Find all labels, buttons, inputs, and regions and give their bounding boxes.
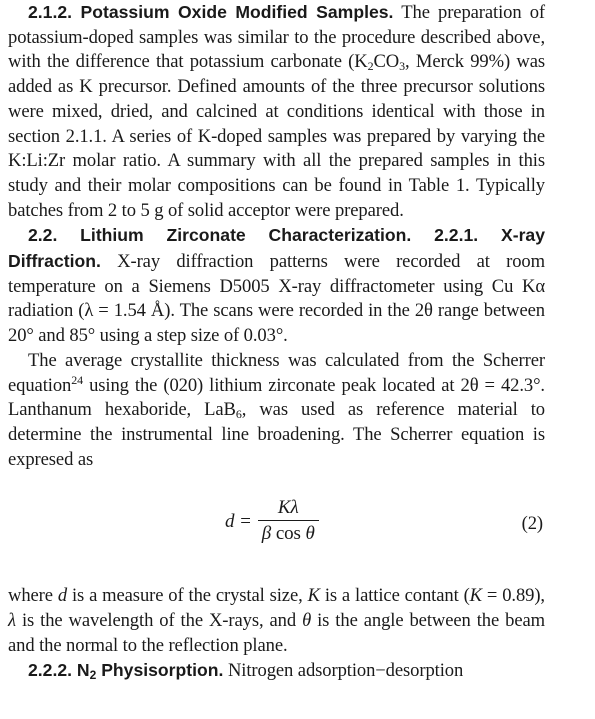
section-heading-2-1-2: 2.1.2. Potassium Oxide Modified Samples. <box>28 2 394 22</box>
scherrer-equation <box>225 497 319 546</box>
paragraph-definitions <box>8 584 545 658</box>
section-heading-2-2-2 <box>28 660 224 683</box>
equation-numerator: Kλ <box>277 497 299 519</box>
variable-k: K <box>469 585 482 607</box>
paragraph-text: , was used as reference material to determine the instrumental line broadening. The Scherrer equation is expresed as <box>8 399 545 470</box>
section-heading-2-2: 2.2. Lithium Zirconate Characterization. 2.2.1. X-ray Diffraction. <box>8 225 545 272</box>
paragraph-text: using the (020) lithium zirconate peak located at 2θ = 42.3°. Lanthanum hexaboride, LaB <box>8 374 545 421</box>
article-page <box>8 0 545 684</box>
paragraph-text: Nitrogen adsorption−desorption <box>223 660 464 682</box>
paragraph-crystallite <box>8 349 545 473</box>
paragraph-text: is the angle between the beam and the normal to the reflection plane. <box>8 610 546 656</box>
paragraph-text: is a lattice contant ( <box>319 585 470 607</box>
equation-lhs: d = <box>225 510 252 532</box>
paragraph-xrd <box>8 223 545 349</box>
paragraph-text: The average crystallite thickness was calculated from the Scherrer equation <box>8 349 545 396</box>
paragraph-text: X-ray diffraction patterns were recorded at room temperature on a Siemens D5005 X-ray diffractometer using Cu Kα radiation (λ = 1.54 Å). The scans were recorded in the 2θ range between 20° and 85° using a step size of 0.03°. <box>8 251 545 347</box>
reference-superscript: 24 <box>71 372 84 387</box>
paragraph-potassium-oxide <box>8 0 545 223</box>
subscript: 2 <box>89 668 97 683</box>
subscript: 3 <box>399 59 406 74</box>
paragraph-physisorption <box>8 658 545 684</box>
equation-beta: β <box>261 523 272 545</box>
paragraph-text: is a measure of the crystal size, <box>67 585 308 607</box>
variable-theta: θ <box>302 610 312 632</box>
paragraph-text: = 0.89), <box>481 585 545 607</box>
heading-text: Physisorption. <box>96 660 224 681</box>
equation-fraction <box>258 497 319 546</box>
subscript: 2 <box>367 59 374 74</box>
paragraph-text: where <box>8 585 58 607</box>
equation-denominator <box>258 520 319 546</box>
variable-d: d <box>57 585 68 607</box>
equation-block <box>8 472 545 584</box>
equation-theta: θ <box>305 523 315 545</box>
formula-text: CO <box>373 51 400 73</box>
paragraph-text: The preparation of potassium-doped samples was similar to the procedure described above, with the difference that potassium carbonate (K <box>8 2 546 73</box>
equation-cos: cos <box>275 523 301 545</box>
equation-number: (2) <box>521 513 543 535</box>
variable-k: K <box>307 585 320 607</box>
paragraph-text: , Merck 99%) was added as K precursor. Defined amounts of the three precursor solutions were mixed, dried, and calcined at conditions identical with those in section 2.1.1. A series of K-doped samples was prepared by varying the K:Li:Zr molar ratio. A summary with all the prepared samples in this study and their molar compositions can be found in Table 1. Typically batches from 2 to 5 g of solid acceptor were prepared. <box>8 51 545 221</box>
variable-lambda: λ <box>8 610 16 632</box>
paragraph-text: is the wavelength of the X-rays, and <box>15 610 303 632</box>
heading-text: 2.2.2. N <box>28 660 90 681</box>
subscript: 6 <box>235 407 242 422</box>
